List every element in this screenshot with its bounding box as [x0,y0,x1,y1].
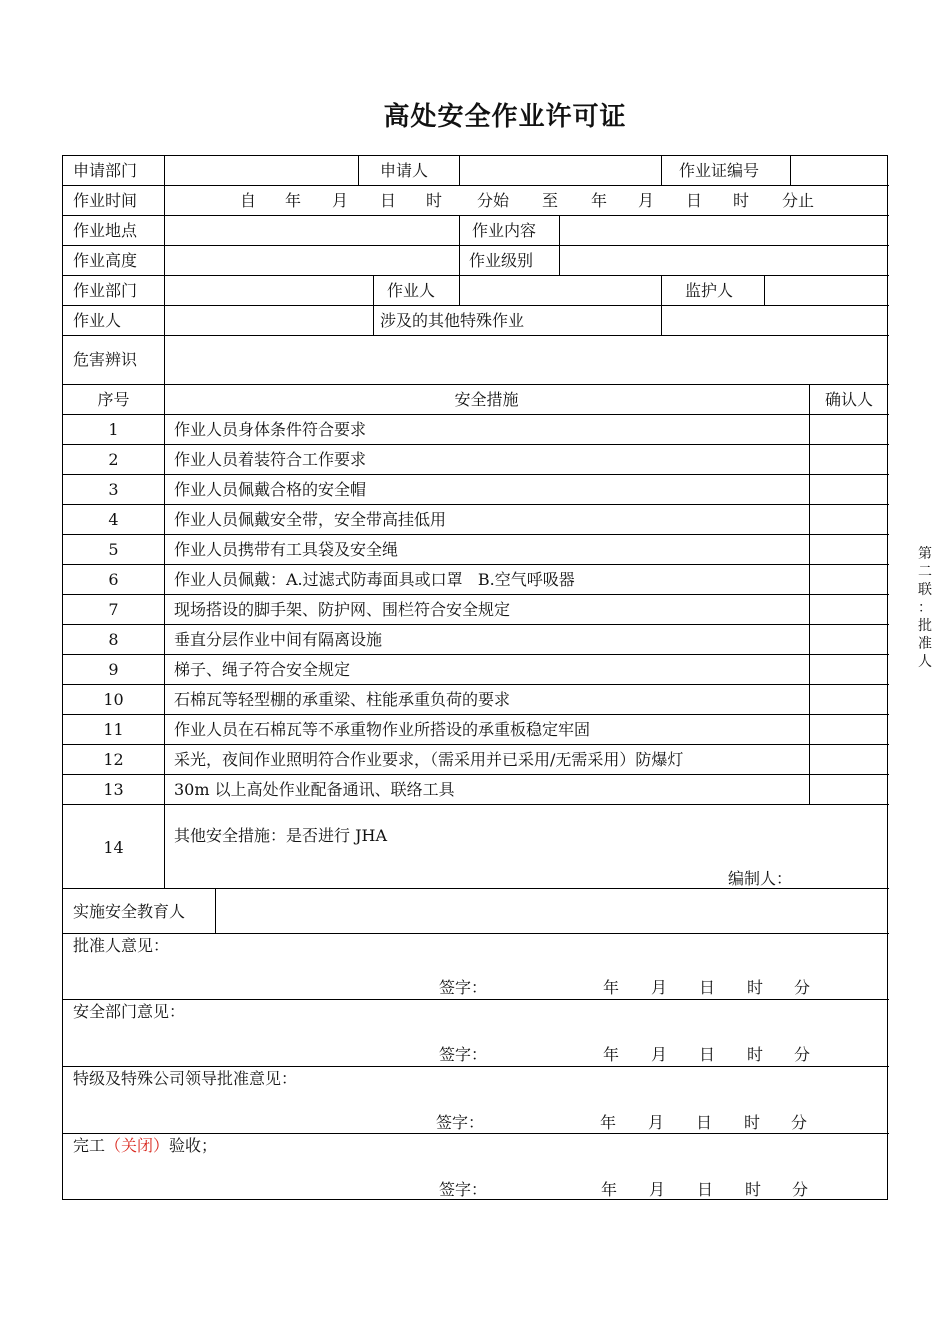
sign-day: 日 [699,1045,716,1064]
row-divider [63,594,889,595]
sign-label: 签字： [439,1180,488,1199]
leader-opinion-label: 特级及特殊公司领导批准意见： [73,1069,298,1088]
measure-no: 3 [108,480,119,499]
copy-note-char: 批 [918,618,932,634]
row-divider [63,414,889,415]
other-special-label: 涉及的其他特殊作业 [380,311,525,330]
sign-day: 日 [696,1113,713,1132]
content-label: 作业内容 [472,221,537,240]
time-part: 月 [637,191,654,210]
measure-no: 1 [108,420,119,439]
col-divider [559,215,560,276]
row-divider [63,684,889,685]
time-part: 时 [732,191,749,210]
applicant-label: 申请人 [380,161,429,180]
measure-text: 采光，夜间作业照明符合作业要求，（需采用并已采用/无需采用）防爆灯 [174,750,684,769]
row-divider [63,275,889,276]
approver-opinion-label: 批准人意见： [73,936,170,955]
row-divider [63,1133,889,1134]
sign-label: 签字： [439,978,488,997]
row-divider [63,774,889,775]
row-divider [63,933,889,934]
time-part: 日 [379,191,396,210]
sign-hour: 时 [747,1045,764,1064]
sign-label: 签字： [436,1113,485,1132]
measure-no: 5 [108,540,119,559]
compiler-label: 编制人： [728,869,793,888]
measure-text: 30m 以上高处作业配备通讯、联络工具 [174,780,455,799]
col-divider [215,888,216,934]
measure-no: 9 [108,660,119,679]
measure-no: 14 [103,838,124,857]
col-divider [164,384,165,889]
time-part: 年 [284,191,301,210]
sign-month: 月 [651,978,668,997]
sign-month: 月 [651,1045,668,1064]
work-time-label: 作业时间 [73,191,138,210]
sign-hour: 时 [745,1180,762,1199]
row-divider [63,384,889,385]
row-divider [63,504,889,505]
col-divider [809,384,810,805]
sign-minute: 分 [791,1113,808,1132]
sign-label: 签字： [439,1045,488,1064]
sign-month: 月 [649,1180,666,1199]
measure-text: 作业人员佩戴：A.过滤式防毒面具或口罩 B.空气呼吸器 [174,570,575,589]
col-no-header: 序号 [97,390,130,409]
page-title: 高处安全作业许可证 [383,102,627,132]
measure-text: 石棉瓦等轻型棚的承重梁、柱能承重负荷的要求 [174,690,511,709]
location-label: 作业地点 [73,221,138,240]
measure-no: 7 [108,600,119,619]
col-divider [164,156,165,384]
col-divider [358,156,359,186]
measure-no: 11 [103,720,124,739]
copy-note-char: 人 [918,654,932,670]
col-divider [661,275,662,336]
row-divider [63,1066,889,1067]
time-part: 日 [685,191,702,210]
height-label: 作业高度 [73,251,138,270]
row-divider [63,474,889,475]
row-divider [63,215,889,216]
permit-no-label: 作业证编号 [679,161,760,180]
copy-note-char: 第 [918,546,932,562]
hazard-label: 危害辨识 [73,350,138,369]
measure-text: 作业人员佩戴安全带，安全带高挂低用 [174,510,447,529]
row-divider [63,185,889,186]
row-divider [63,804,889,805]
row-divider [63,744,889,745]
level-label: 作业级别 [469,251,534,270]
row-divider [63,624,889,625]
completion-prefix: 完工 [73,1136,106,1155]
measure-no: 13 [103,780,124,799]
copy-note-char: 二 [918,564,932,580]
completion-suffix: 验收； [169,1136,218,1155]
measure-no: 4 [108,510,119,529]
col-divider [661,156,662,186]
sign-day: 日 [697,1180,714,1199]
time-part: 分止 [781,191,814,210]
col-confirm-header: 确认人 [824,390,873,409]
row-divider [63,245,889,246]
applicant-dept-label: 申请部门 [73,161,138,180]
sign-year: 年 [603,978,620,997]
col-measure-header: 安全措施 [454,390,519,409]
completion-label [73,1136,217,1156]
time-part: 时 [425,191,442,210]
col-divider [459,275,460,306]
measure-text: 作业人员在石棉瓦等不承重物作业所搭设的承重板稳定牢固 [174,720,591,739]
measure-no: 10 [103,690,124,709]
worker2-label: 作业人 [73,311,122,330]
work-dept-label: 作业部门 [73,281,138,300]
col-divider [459,156,460,186]
measure-text: 现场搭设的脚手架、防护网、围栏符合安全规定 [174,600,511,619]
time-part: 自 [239,191,256,210]
time-part: 月 [331,191,348,210]
worker-label: 作业人 [387,281,436,300]
measure-no: 6 [108,570,119,589]
measure-text: 作业人员携带有工具袋及安全绳 [174,540,399,559]
col-divider [373,275,374,336]
row-divider [63,999,889,1000]
row-divider [63,564,889,565]
measure-no: 12 [103,750,124,769]
measure-text: 作业人员身体条件符合要求 [174,420,367,439]
sign-hour: 时 [744,1113,761,1132]
measure-no: 2 [108,450,119,469]
measure-text: 垂直分层作业中间有隔离设施 [174,630,383,649]
col-divider [790,156,791,186]
row-divider [63,335,889,336]
sign-month: 月 [648,1113,665,1132]
copy-note [915,545,935,671]
measure-no: 8 [108,630,119,649]
safety-dept-opinion-label: 安全部门意见： [73,1002,186,1021]
col-divider [459,215,460,276]
other-measures-text: 其他安全措施：是否进行 JHA [174,826,388,845]
measure-text: 作业人员佩戴合格的安全帽 [174,480,367,499]
row-divider [63,444,889,445]
col-divider [764,275,765,306]
row-divider [63,654,889,655]
copy-note-char: ： [918,600,932,616]
copy-note-char: 准 [918,636,932,652]
copy-note-char: 联 [918,582,932,598]
sign-year: 年 [601,1180,618,1199]
education-label: 实施安全教育人 [73,902,186,921]
supervisor-label: 监护人 [685,281,734,300]
measure-text: 梯子、绳子符合安全规定 [174,660,351,679]
row-divider [63,305,889,306]
sign-year: 年 [603,1045,620,1064]
sign-minute: 分 [794,978,811,997]
sign-year: 年 [600,1113,617,1132]
permit-form [62,155,888,1200]
sign-day: 日 [699,978,716,997]
measure-text: 作业人员着装符合工作要求 [174,450,367,469]
sign-minute: 分 [794,1045,811,1064]
row-divider [63,534,889,535]
time-part: 分始 [476,191,509,210]
sign-hour: 时 [747,978,764,997]
completion-paren: （关闭） [105,1136,170,1155]
row-divider [63,714,889,715]
time-part: 年 [590,191,607,210]
sign-minute: 分 [792,1180,809,1199]
time-part: 至 [541,191,558,210]
